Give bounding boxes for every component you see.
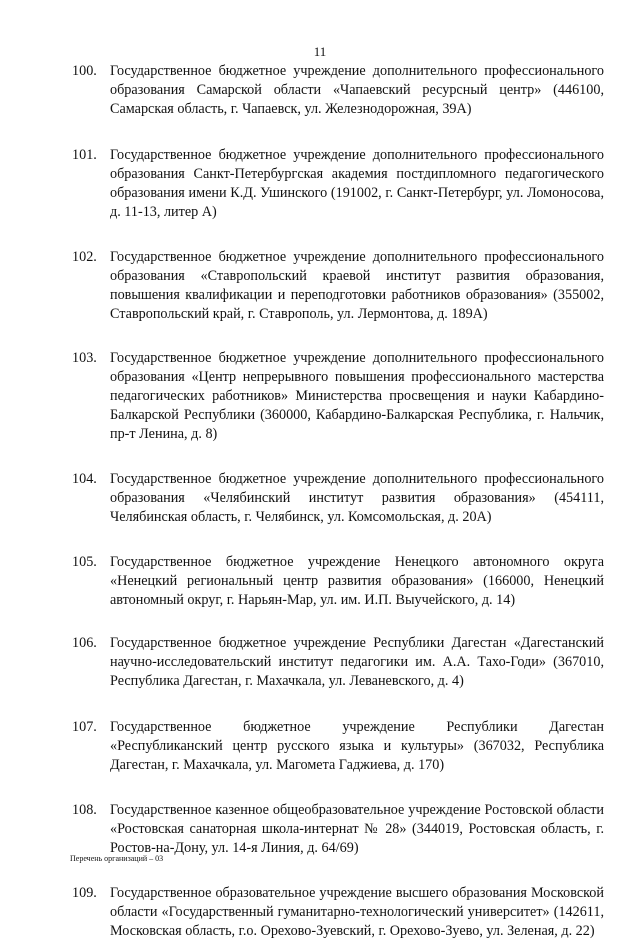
list-item-text: Государственное бюджетное учреждение Республики Дагестан «Республиканский центр русского языка и культуры» (367032, Республика Дагестан, г. Махачкала, ул. Магомета Гаджиева, д. 170) [110, 719, 604, 773]
list-item [72, 634, 604, 691]
list-item [72, 884, 604, 941]
list-item-text: Государственное бюджетное учреждение Ненецкого автономного округа «Ненецкий региональный центр развития образования» (166000, Ненецкий автономный округ, г. Нарьян-Мар, ул. им. И.П. Выучейского, д. 14) [110, 554, 604, 608]
list-item [72, 801, 604, 858]
list-item-text: Государственное бюджетное учреждение дополнительного профессионального образования Самарской области «Чапаевский ресурсный центр» (446100, Самарская область, г. Чапаевск, ул. Железнодорожная, 39А) [110, 63, 604, 117]
list-item-text: Государственное бюджетное учреждение Республики Дагестан «Дагестанский научно-исследовательский институт педагогики им. А.А. Тахо-Годи» (367010, Республика Дагестан, г. Махачкала, ул. Леваневского, д. 4) [110, 635, 604, 689]
list-item-number: 109. [72, 885, 97, 901]
list-item-text: Государственное бюджетное учреждение дополнительного профессионального образования «Челябинский институт развития образования» (454111, Челябинская область, г. Челябинск, ул. Комсомольская, д. 20А) [110, 471, 604, 525]
list-item-number: 105. [72, 554, 97, 570]
list-item [72, 553, 604, 610]
page-footer: Перечень организаций – 03 [70, 854, 164, 863]
page-number: 11 [313, 44, 327, 59]
list-item [72, 62, 604, 119]
list-item-number: 104. [72, 471, 97, 487]
list-item-text: Государственное бюджетное учреждение дополнительного профессионального образования «Ставропольский краевой институт развития образования, повышения квалификации и переподготовки работников образования» (355002, Ставропольский край, г. Ставрополь, ул. Лермонтова, д. 189А) [110, 249, 604, 322]
list-item [72, 470, 604, 527]
list-item-text: Государственное бюджетное учреждение дополнительного профессионального образования «Центр непрерывного повышения профессионального мастерства педагогических работников» Министерства просвещения и науки Кабардино-Балкарской Республики (360000, Кабардино-Балкарская Республика, г. Нальчик, пр-т Ленина, д. 8) [110, 350, 604, 442]
list-item-number: 102. [72, 249, 97, 265]
list-item-number: 100. [72, 63, 97, 79]
list-item [72, 146, 604, 222]
organization-list [72, 62, 604, 941]
list-item [72, 718, 604, 775]
list-item-text: Государственное бюджетное учреждение дополнительного профессионального образования Санкт-Петербургская академия постдипломного педагогического образования имени К.Д. Ушинского (191002, г. Санкт-Петербург, ул. Ломоносова, д. 11-13, литер А) [110, 147, 604, 220]
list-item-number: 103. [72, 350, 97, 366]
list-item-number: 101. [72, 147, 97, 163]
list-item-number: 106. [72, 635, 97, 651]
list-item-number: 107. [72, 719, 97, 735]
list-item-number: 108. [72, 802, 97, 818]
list-item [72, 248, 604, 324]
list-item [72, 349, 604, 444]
list-item-text: Государственное казенное общеобразовательное учреждение Ростовской области «Ростовская санаторная школа-интернат № 28» (344019, Ростовская область, г. Ростов-на-Дону, ул. 14-я Линия, д. 64/69) [110, 802, 604, 856]
list-item-text: Государственное образовательное учреждение высшего образования Московской области «Государственный гуманитарно-технологический университет» (142611, Московская область, г.о. Орехово-Зуевский, г. Орехово-Зуево, ул. Зеленая, д. 22) [110, 885, 604, 939]
